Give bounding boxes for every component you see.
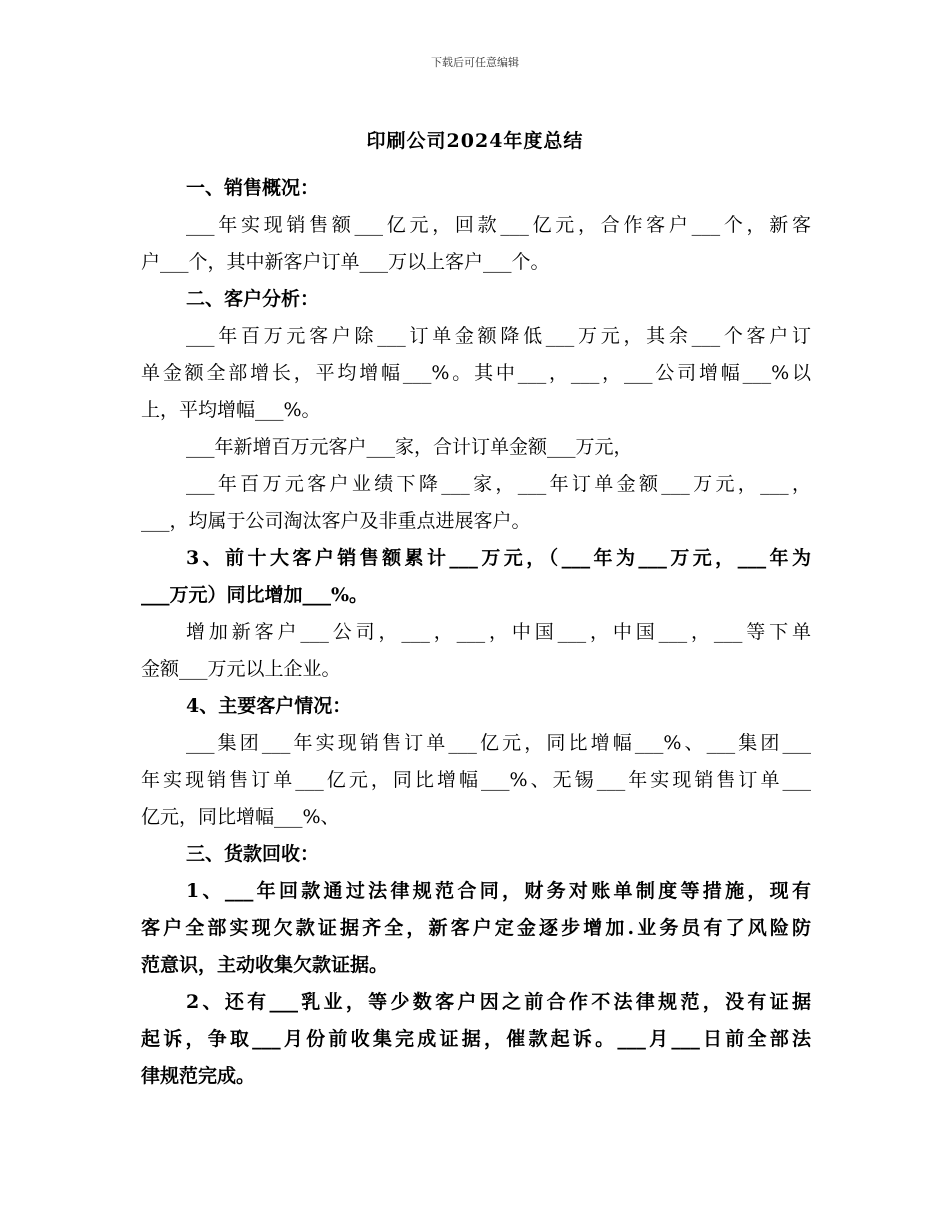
header-note: 下载后可任意编辑	[431, 56, 519, 69]
body-line: ___年百万元客户除___订单金额降低___万元，其余___个客户订	[186, 325, 811, 347]
body-line: 律规范完成。	[141, 1065, 256, 1087]
body-line: ___年百万元客户业绩下降___家，___年订单金额___万元，___，	[186, 473, 811, 495]
body-line: 1、___年回款通过法律规范合同，财务对账单制度等措施，现有	[186, 880, 811, 902]
body-line: 单金额全部增长，平均增幅___%。其中___，___，___公司增幅___%以	[141, 362, 811, 384]
body-line: 客户全部实现欠款证据齐全，新客户定金逐步增加.业务员有了风险防	[141, 917, 811, 939]
body-line: 起诉，争取___月份前收集完成证据，催款起诉。___月___日前全部法	[141, 1028, 811, 1050]
body-line: ___年实现销售额___亿元，回款___亿元，合作客户___个，新客	[186, 214, 811, 236]
body-line: 年实现销售订单___亿元，同比增幅___%、无锡___年实现销售订单___	[141, 769, 811, 791]
body-line: ___，均属于公司淘汰客户及非重点进展客户。	[141, 510, 531, 532]
body-line: 上，平均增幅___%。	[141, 399, 321, 421]
body-line: 2、还有___乳业，等少数客户因之前合作不法律规范，没有证据	[186, 991, 811, 1013]
body-line: 三、货款回收：	[186, 843, 320, 865]
body-line: 二、客户分析：	[186, 288, 320, 310]
document-body	[141, 170, 811, 1095]
body-line: 范意识，主动收集欠款证据。	[141, 954, 389, 976]
body-line: 4、主要客户情况：	[186, 695, 352, 717]
document-title: 印刷公司2024年度总结	[366, 130, 584, 152]
body-line: ___年新增百万元客户___家，合计订单金额___万元，	[186, 436, 633, 458]
body-line: ___集团___年实现销售订单___亿元，同比增幅___%、___集团___	[186, 732, 811, 754]
body-line: 增加新客户___公司，___，___，中国___，中国___，___等下单	[186, 621, 811, 643]
body-line: 亿元，同比增幅___%、	[141, 806, 340, 828]
body-line: ___万元）同比增加___%。	[141, 584, 369, 606]
body-line: 3、前十大客户销售额累计___万元，（___年为___万元，___年为	[186, 547, 811, 569]
body-line: 一、销售概况：	[186, 177, 320, 199]
body-line: 金额___万元以上企业。	[141, 658, 341, 680]
body-line: 户___个，其中新客户订单___万以上客户___个。	[141, 251, 550, 273]
